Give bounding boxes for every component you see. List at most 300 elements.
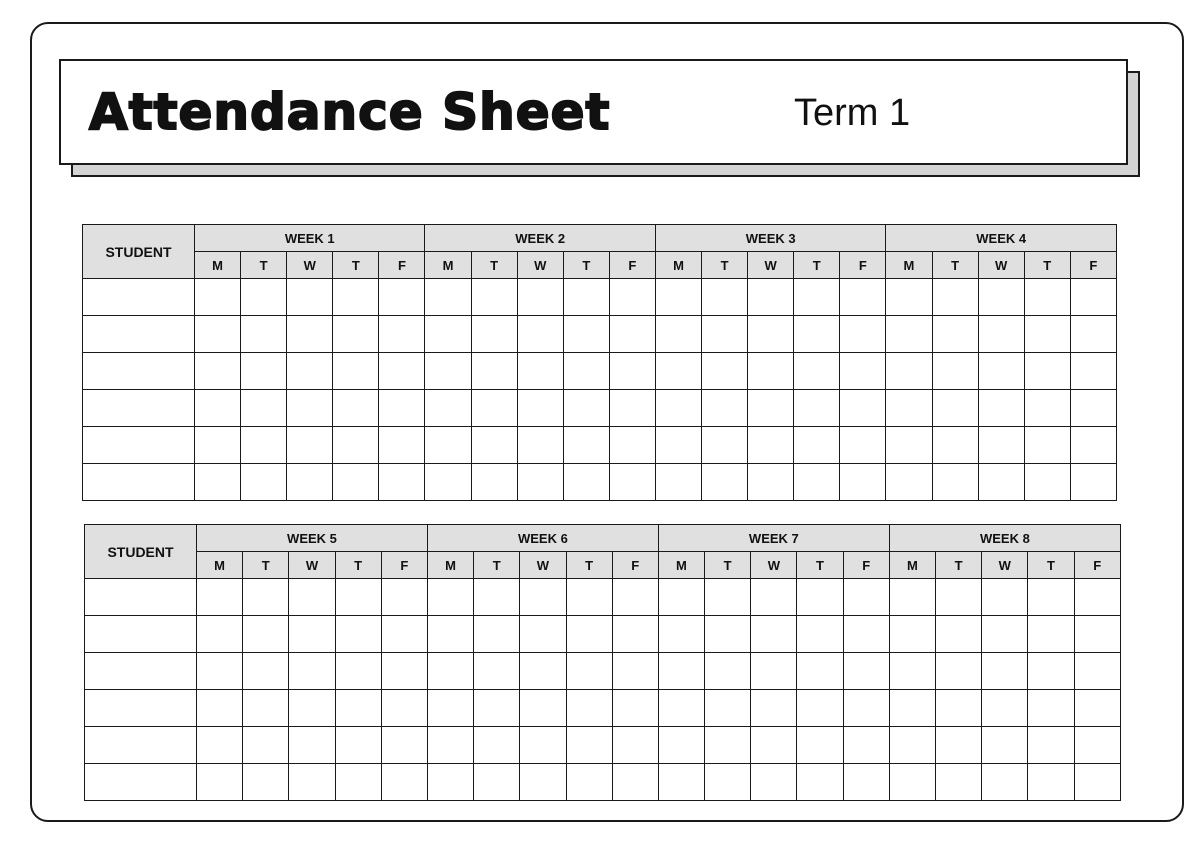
attendance-cell[interactable]	[705, 690, 751, 727]
day-header: W	[517, 252, 563, 279]
attendance-cell[interactable]	[932, 390, 978, 427]
attendance-cell[interactable]	[425, 464, 471, 501]
attendance-cell[interactable]	[889, 579, 935, 616]
attendance-cell[interactable]	[1074, 727, 1120, 764]
attendance-cell[interactable]	[563, 427, 609, 464]
attendance-cell[interactable]	[932, 427, 978, 464]
week-header-row	[85, 525, 1121, 552]
attendance-cell[interactable]	[751, 616, 797, 653]
attendance-cell[interactable]	[843, 616, 889, 653]
attendance-cell[interactable]	[379, 353, 425, 390]
attendance-cell[interactable]	[655, 353, 701, 390]
student-name-cell[interactable]	[83, 427, 195, 464]
attendance-cell[interactable]	[287, 390, 333, 427]
day-header: T	[797, 552, 843, 579]
attendance-cell[interactable]	[936, 653, 982, 690]
attendance-cell[interactable]	[978, 427, 1024, 464]
attendance-cell[interactable]	[655, 390, 701, 427]
attendance-cell[interactable]	[335, 653, 381, 690]
attendance-cell[interactable]	[566, 616, 612, 653]
attendance-cell[interactable]	[840, 464, 886, 501]
student-row	[85, 727, 1121, 764]
attendance-cell[interactable]	[563, 464, 609, 501]
attendance-cell[interactable]	[609, 427, 655, 464]
attendance-cell[interactable]	[520, 727, 566, 764]
attendance-cell[interactable]	[379, 427, 425, 464]
attendance-cell[interactable]	[797, 616, 843, 653]
day-header: T	[471, 252, 517, 279]
attendance-cell[interactable]	[425, 279, 471, 316]
attendance-cell[interactable]	[566, 727, 612, 764]
day-header-row	[85, 552, 1121, 579]
attendance-cell[interactable]	[566, 579, 612, 616]
attendance-cell[interactable]	[889, 653, 935, 690]
attendance-cell[interactable]	[1024, 464, 1070, 501]
attendance-cell[interactable]	[471, 279, 517, 316]
attendance-cell[interactable]	[932, 464, 978, 501]
student-column-header: STUDENT	[83, 225, 195, 279]
attendance-cell[interactable]	[563, 353, 609, 390]
day-header: T	[566, 552, 612, 579]
attendance-cell[interactable]	[840, 353, 886, 390]
attendance-cell[interactable]	[612, 579, 658, 616]
attendance-cell[interactable]	[333, 316, 379, 353]
week-header: WEEK 2	[425, 225, 655, 252]
attendance-cell[interactable]	[612, 690, 658, 727]
attendance-cell[interactable]	[1024, 353, 1070, 390]
attendance-cell[interactable]	[471, 353, 517, 390]
title-banner-box	[59, 59, 1128, 165]
attendance-cell[interactable]	[658, 579, 704, 616]
attendance-cell[interactable]	[197, 616, 243, 653]
attendance-cell[interactable]	[287, 464, 333, 501]
attendance-cell[interactable]	[978, 464, 1024, 501]
attendance-cell[interactable]	[520, 653, 566, 690]
week-header: WEEK 4	[886, 225, 1117, 252]
attendance-cell[interactable]	[195, 390, 241, 427]
attendance-cell[interactable]	[517, 279, 563, 316]
attendance-cell[interactable]	[520, 616, 566, 653]
attendance-cell[interactable]	[840, 427, 886, 464]
attendance-cell[interactable]	[243, 727, 289, 764]
attendance-cell[interactable]	[612, 616, 658, 653]
attendance-cell[interactable]	[843, 653, 889, 690]
attendance-cell[interactable]	[751, 653, 797, 690]
attendance-cell[interactable]	[1070, 464, 1116, 501]
attendance-cell[interactable]	[932, 316, 978, 353]
attendance-cell[interactable]	[889, 764, 935, 801]
week-header: WEEK 8	[889, 525, 1120, 552]
attendance-cell[interactable]	[886, 353, 932, 390]
attendance-cell[interactable]	[705, 764, 751, 801]
attendance-cell[interactable]	[563, 316, 609, 353]
attendance-cell[interactable]	[612, 764, 658, 801]
student-name-cell[interactable]	[85, 727, 197, 764]
attendance-cell[interactable]	[658, 616, 704, 653]
attendance-cell[interactable]	[425, 353, 471, 390]
attendance-cell[interactable]	[333, 464, 379, 501]
attendance-cell[interactable]	[794, 316, 840, 353]
attendance-cell[interactable]	[379, 464, 425, 501]
attendance-cell[interactable]	[1024, 427, 1070, 464]
attendance-cell[interactable]	[287, 353, 333, 390]
attendance-cell[interactable]	[425, 390, 471, 427]
day-header: W	[520, 552, 566, 579]
attendance-cell[interactable]	[1028, 653, 1074, 690]
attendance-cell[interactable]	[1028, 727, 1074, 764]
attendance-cell[interactable]	[243, 690, 289, 727]
attendance-cell[interactable]	[197, 653, 243, 690]
attendance-cell[interactable]	[794, 390, 840, 427]
attendance-cell[interactable]	[474, 727, 520, 764]
attendance-cell[interactable]	[748, 353, 794, 390]
attendance-cell[interactable]	[197, 690, 243, 727]
attendance-cell[interactable]	[427, 690, 473, 727]
attendance-cell[interactable]	[517, 390, 563, 427]
attendance-cell[interactable]	[797, 764, 843, 801]
student-row	[85, 764, 1121, 801]
day-header: W	[287, 252, 333, 279]
attendance-cell[interactable]	[474, 616, 520, 653]
attendance-cell[interactable]	[335, 764, 381, 801]
attendance-cell[interactable]	[1028, 616, 1074, 653]
attendance-cell[interactable]	[705, 653, 751, 690]
day-header: T	[1028, 552, 1074, 579]
attendance-cell[interactable]	[243, 653, 289, 690]
attendance-cell[interactable]	[702, 316, 748, 353]
page-title: Attendance Sheet	[89, 83, 611, 141]
attendance-cell[interactable]	[289, 579, 335, 616]
day-header: W	[289, 552, 335, 579]
student-row	[85, 579, 1121, 616]
attendance-cell[interactable]	[517, 316, 563, 353]
attendance-cell[interactable]	[982, 579, 1028, 616]
attendance-cell[interactable]	[843, 764, 889, 801]
attendance-cell[interactable]	[289, 727, 335, 764]
attendance-cell[interactable]	[936, 764, 982, 801]
attendance-cell[interactable]	[195, 464, 241, 501]
attendance-cell[interactable]	[195, 427, 241, 464]
student-row	[85, 690, 1121, 727]
student-name-cell[interactable]	[85, 579, 197, 616]
attendance-cell[interactable]	[243, 616, 289, 653]
attendance-cell[interactable]	[886, 279, 932, 316]
attendance-cell[interactable]	[335, 616, 381, 653]
attendance-cell[interactable]	[197, 764, 243, 801]
attendance-cell[interactable]	[886, 427, 932, 464]
attendance-cell[interactable]	[978, 390, 1024, 427]
attendance-cell[interactable]	[289, 764, 335, 801]
attendance-cell[interactable]	[705, 579, 751, 616]
attendance-cell[interactable]	[751, 579, 797, 616]
attendance-cell[interactable]	[1028, 764, 1074, 801]
attendance-cell[interactable]	[379, 316, 425, 353]
attendance-cell[interactable]	[797, 690, 843, 727]
attendance-cell[interactable]	[333, 353, 379, 390]
day-header: T	[563, 252, 609, 279]
attendance-cell[interactable]	[520, 579, 566, 616]
attendance-cell[interactable]	[287, 427, 333, 464]
day-header: M	[195, 252, 241, 279]
attendance-cell[interactable]	[517, 353, 563, 390]
attendance-cell[interactable]	[381, 764, 427, 801]
attendance-cell[interactable]	[1074, 653, 1120, 690]
student-name-cell[interactable]	[83, 464, 195, 501]
day-header: M	[658, 552, 704, 579]
attendance-cell[interactable]	[794, 427, 840, 464]
attendance-cell[interactable]	[889, 727, 935, 764]
attendance-cell[interactable]	[702, 353, 748, 390]
attendance-cell[interactable]	[655, 464, 701, 501]
attendance-cell[interactable]	[517, 427, 563, 464]
attendance-cell[interactable]	[335, 690, 381, 727]
day-header: M	[655, 252, 701, 279]
attendance-cell[interactable]	[1028, 690, 1074, 727]
attendance-cell[interactable]	[566, 690, 612, 727]
attendance-cell[interactable]	[982, 764, 1028, 801]
attendance-cell[interactable]	[658, 727, 704, 764]
attendance-cell[interactable]	[381, 616, 427, 653]
attendance-cell[interactable]	[471, 316, 517, 353]
day-header: F	[843, 552, 889, 579]
attendance-cell[interactable]	[566, 764, 612, 801]
attendance-cell[interactable]	[748, 279, 794, 316]
day-header: T	[241, 252, 287, 279]
attendance-cell[interactable]	[474, 653, 520, 690]
attendance-cell[interactable]	[474, 690, 520, 727]
attendance-cell[interactable]	[471, 464, 517, 501]
attendance-cell[interactable]	[427, 616, 473, 653]
attendance-cell[interactable]	[333, 390, 379, 427]
attendance-cell[interactable]	[658, 653, 704, 690]
attendance-cell[interactable]	[335, 727, 381, 764]
attendance-cell[interactable]	[333, 279, 379, 316]
attendance-cell[interactable]	[1070, 390, 1116, 427]
attendance-cell[interactable]	[748, 390, 794, 427]
student-name-cell[interactable]	[85, 764, 197, 801]
attendance-cell[interactable]	[889, 616, 935, 653]
week-header-row	[83, 225, 1117, 252]
attendance-cell[interactable]	[702, 279, 748, 316]
attendance-cell[interactable]	[797, 579, 843, 616]
student-name-cell[interactable]	[83, 353, 195, 390]
attendance-cell[interactable]	[287, 316, 333, 353]
attendance-cell[interactable]	[658, 690, 704, 727]
day-header: M	[886, 252, 932, 279]
attendance-cell[interactable]	[1070, 427, 1116, 464]
attendance-cell[interactable]	[843, 579, 889, 616]
day-header: T	[936, 552, 982, 579]
day-header: T	[932, 252, 978, 279]
attendance-cell[interactable]	[289, 690, 335, 727]
day-header: W	[982, 552, 1028, 579]
attendance-cell[interactable]	[797, 727, 843, 764]
day-header: M	[427, 552, 473, 579]
attendance-cell[interactable]	[751, 764, 797, 801]
attendance-cell[interactable]	[1028, 579, 1074, 616]
attendance-cell[interactable]	[886, 464, 932, 501]
attendance-cell[interactable]	[1070, 279, 1116, 316]
attendance-cell[interactable]	[289, 616, 335, 653]
attendance-cell[interactable]	[982, 653, 1028, 690]
attendance-cell[interactable]	[978, 353, 1024, 390]
attendance-cell[interactable]	[335, 579, 381, 616]
attendance-cell[interactable]	[655, 427, 701, 464]
attendance-cell[interactable]	[609, 316, 655, 353]
attendance-cell[interactable]	[982, 690, 1028, 727]
week-header: WEEK 3	[655, 225, 885, 252]
attendance-cell[interactable]	[609, 353, 655, 390]
attendance-cell[interactable]	[705, 616, 751, 653]
attendance-cell[interactable]	[379, 390, 425, 427]
week-header: WEEK 1	[195, 225, 425, 252]
attendance-cell[interactable]	[612, 727, 658, 764]
attendance-cell[interactable]	[427, 653, 473, 690]
attendance-cell[interactable]	[702, 427, 748, 464]
attendance-cell[interactable]	[843, 727, 889, 764]
attendance-cell[interactable]	[425, 316, 471, 353]
attendance-cell[interactable]	[474, 579, 520, 616]
attendance-cell[interactable]	[794, 279, 840, 316]
attendance-cell[interactable]	[978, 316, 1024, 353]
attendance-cell[interactable]	[748, 316, 794, 353]
day-header: F	[1070, 252, 1116, 279]
attendance-cell[interactable]	[794, 353, 840, 390]
day-header: T	[794, 252, 840, 279]
attendance-cell[interactable]	[982, 727, 1028, 764]
attendance-cell[interactable]	[751, 690, 797, 727]
attendance-cell[interactable]	[427, 764, 473, 801]
attendance-cell[interactable]	[1074, 579, 1120, 616]
day-header: T	[1024, 252, 1070, 279]
attendance-cell[interactable]	[1024, 279, 1070, 316]
attendance-cell[interactable]	[658, 764, 704, 801]
attendance-cell[interactable]	[563, 390, 609, 427]
attendance-cell[interactable]	[1070, 353, 1116, 390]
attendance-cell[interactable]	[195, 279, 241, 316]
attendance-cell[interactable]	[655, 279, 701, 316]
attendance-cell[interactable]	[840, 390, 886, 427]
attendance-cell[interactable]	[243, 764, 289, 801]
attendance-cell[interactable]	[471, 390, 517, 427]
attendance-cell[interactable]	[241, 353, 287, 390]
attendance-cell[interactable]	[474, 764, 520, 801]
student-row	[85, 616, 1121, 653]
attendance-cell[interactable]	[333, 427, 379, 464]
attendance-cell[interactable]	[471, 427, 517, 464]
attendance-cell[interactable]	[982, 616, 1028, 653]
attendance-cell[interactable]	[197, 727, 243, 764]
day-header-row	[83, 252, 1117, 279]
attendance-cell[interactable]	[797, 653, 843, 690]
attendance-cell[interactable]	[1074, 764, 1120, 801]
attendance-cell[interactable]	[1024, 316, 1070, 353]
attendance-cell[interactable]	[379, 279, 425, 316]
attendance-cell[interactable]	[520, 690, 566, 727]
attendance-cell[interactable]	[886, 390, 932, 427]
student-name-cell[interactable]	[83, 279, 195, 316]
attendance-cell[interactable]	[748, 427, 794, 464]
attendance-cell[interactable]	[427, 727, 473, 764]
attendance-cell[interactable]	[932, 279, 978, 316]
attendance-cell[interactable]	[705, 727, 751, 764]
student-name-cell[interactable]	[85, 616, 197, 653]
attendance-cell[interactable]	[609, 279, 655, 316]
day-header: T	[243, 552, 289, 579]
attendance-cell[interactable]	[840, 279, 886, 316]
attendance-cell[interactable]	[609, 464, 655, 501]
attendance-cell[interactable]	[381, 727, 427, 764]
attendance-cell[interactable]	[932, 353, 978, 390]
attendance-cell[interactable]	[1074, 616, 1120, 653]
attendance-cell[interactable]	[241, 390, 287, 427]
attendance-cell[interactable]	[517, 464, 563, 501]
attendance-cell[interactable]	[243, 579, 289, 616]
attendance-cell[interactable]	[195, 353, 241, 390]
student-name-cell[interactable]	[83, 316, 195, 353]
attendance-cell[interactable]	[978, 279, 1024, 316]
attendance-cell[interactable]	[655, 316, 701, 353]
day-header: T	[335, 552, 381, 579]
attendance-cell[interactable]	[381, 690, 427, 727]
student-name-cell[interactable]	[85, 653, 197, 690]
attendance-cell[interactable]	[566, 653, 612, 690]
attendance-cell[interactable]	[1074, 690, 1120, 727]
attendance-cell[interactable]	[936, 579, 982, 616]
attendance-cell[interactable]	[936, 690, 982, 727]
title-banner	[59, 59, 1128, 167]
attendance-cell[interactable]	[241, 279, 287, 316]
attendance-cell[interactable]	[612, 653, 658, 690]
attendance-cell[interactable]	[563, 279, 609, 316]
week-header: WEEK 6	[427, 525, 658, 552]
attendance-cell[interactable]	[751, 727, 797, 764]
attendance-cell[interactable]	[889, 690, 935, 727]
attendance-cell[interactable]	[241, 464, 287, 501]
student-row	[85, 653, 1121, 690]
attendance-cell[interactable]	[936, 616, 982, 653]
attendance-cell[interactable]	[702, 464, 748, 501]
attendance-cell[interactable]	[936, 727, 982, 764]
attendance-cell[interactable]	[520, 764, 566, 801]
day-header: T	[474, 552, 520, 579]
attendance-cell[interactable]	[609, 390, 655, 427]
attendance-cell[interactable]	[843, 690, 889, 727]
attendance-cell[interactable]	[287, 279, 333, 316]
student-name-cell[interactable]	[83, 390, 195, 427]
attendance-cell[interactable]	[1024, 390, 1070, 427]
attendance-cell[interactable]	[381, 653, 427, 690]
week-header: WEEK 5	[197, 525, 428, 552]
attendance-cell[interactable]	[241, 427, 287, 464]
attendance-cell[interactable]	[886, 316, 932, 353]
student-name-cell[interactable]	[85, 690, 197, 727]
attendance-cell[interactable]	[289, 653, 335, 690]
attendance-cell[interactable]	[197, 579, 243, 616]
attendance-cell[interactable]	[840, 316, 886, 353]
attendance-cell[interactable]	[427, 579, 473, 616]
attendance-cell[interactable]	[381, 579, 427, 616]
day-header: T	[702, 252, 748, 279]
attendance-cell[interactable]	[794, 464, 840, 501]
attendance-cell[interactable]	[241, 316, 287, 353]
attendance-cell[interactable]	[748, 464, 794, 501]
attendance-cell[interactable]	[702, 390, 748, 427]
attendance-cell[interactable]	[425, 427, 471, 464]
day-header: M	[197, 552, 243, 579]
attendance-cell[interactable]	[1070, 316, 1116, 353]
attendance-cell[interactable]	[195, 316, 241, 353]
